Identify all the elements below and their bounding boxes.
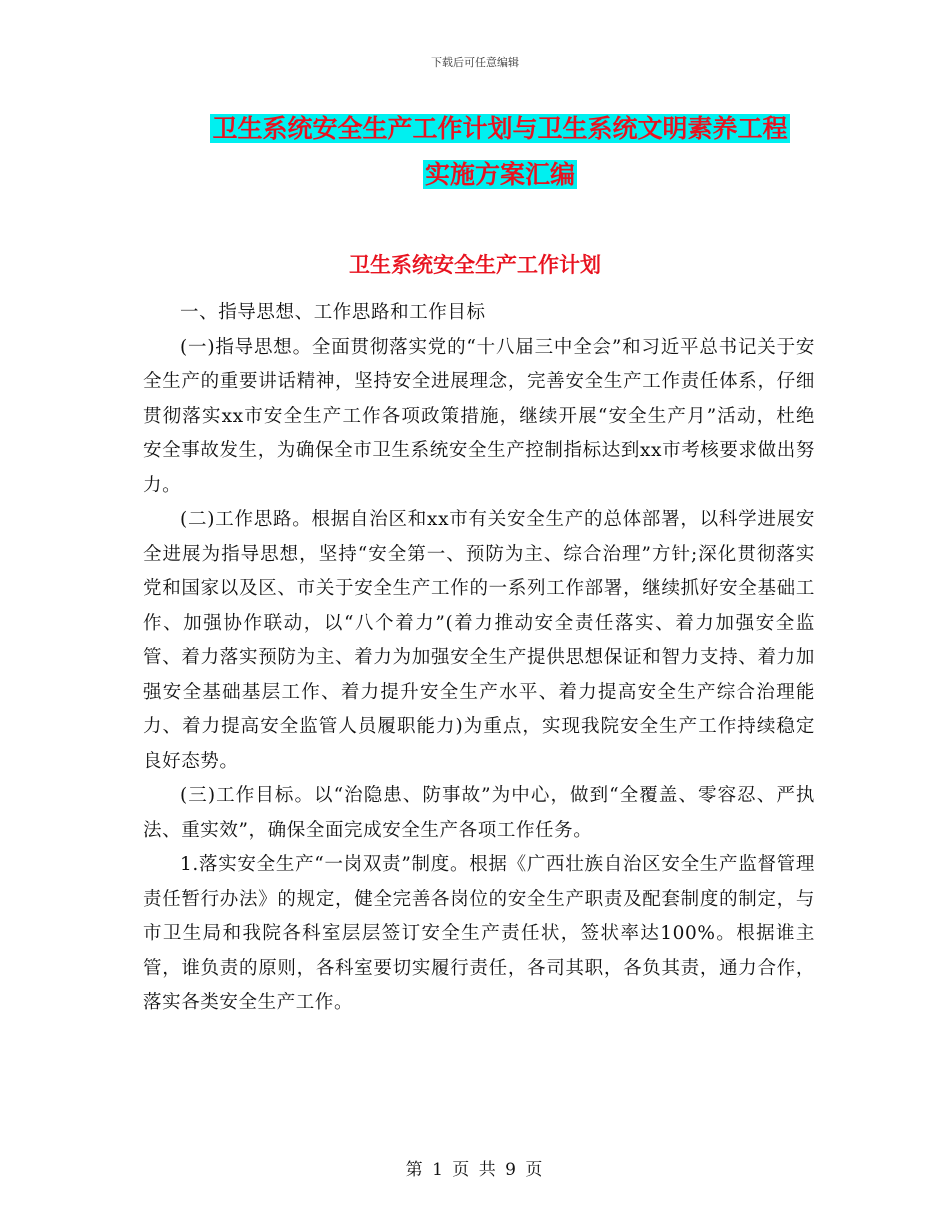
section-title: 卫生系统安全生产工作计划 (349, 253, 601, 277)
page-footer: 第 1 页 共 9 页 (405, 1160, 545, 1180)
paragraph-item-1: 1.落实安全生产“一岗双责”制度。根据《广西壮族自治区安全生产监督管理责任暂行办法》的规定，健全完善各岗位的安全生产职责及配套制度的制定，与市卫生局和我院各科室层层签订安全生产责任状，签状率达100%。根据谁主管，谁负责的原则，各科室要切实履行责任，各司其职，各负其责，通力合作，落实各类安全生产工作。 (143, 854, 815, 1013)
document-title-line-1 (190, 112, 810, 146)
paragraph-guiding-thought: (一)指导思想。全面贯彻落实党的“十八届三中全会”和习近平总书记关于安全生产的重要讲话精神，坚持安全进展理念，完善安全生产工作责任体系，仔细贯彻落实xx市安全生产工作各项政策措施，继续开展“安全生产月”活动，杜绝安全事故发生，为确保全市卫生系统安全生产控制指标达到xx市考核要求做出努力。 (143, 336, 815, 496)
paragraph-work-goal: (三)工作目标。以“治隐患、防事故”为中心，做到“全覆盖、零容忍、严执法、重实效”，确保全面完成安全生产各项工作任务。 (143, 785, 815, 841)
title-highlight-1: 卫生系统安全生产工作计划与卫生系统文明素养工程 (212, 114, 788, 143)
section-heading: 一、指导思想、工作思路和工作目标 (180, 302, 486, 323)
document-title-line-2 (190, 158, 810, 192)
header-note: 下载后可任意编辑 (431, 56, 519, 69)
paragraph-work-approach: (二)工作思路。根据自治区和xx市有关安全生产的总体部署，以科学进展安全进展为指导思想，坚持“安全第一、预防为主、综合治理”方针;深化贯彻落实党和国家以及区、市关于安全生产工作的一系列工作部署，继续抓好安全基础工作、加强协作联动，以“八个着力”(着力推动安全责任落实、着力加强安全监管、着力落实预防为主、着力为加强安全生产提供思想保证和智力支持、着力加强安全基础基层工作、着力提升安全生产水平、着力提高安全生产综合治理能力、着力提高安全监管人员履职能力)为重点，实现我院安全生产工作持续稳定良好态势。 (143, 509, 815, 772)
document-body (143, 296, 815, 1021)
title-highlight-2: 实施方案汇编 (424, 160, 575, 189)
